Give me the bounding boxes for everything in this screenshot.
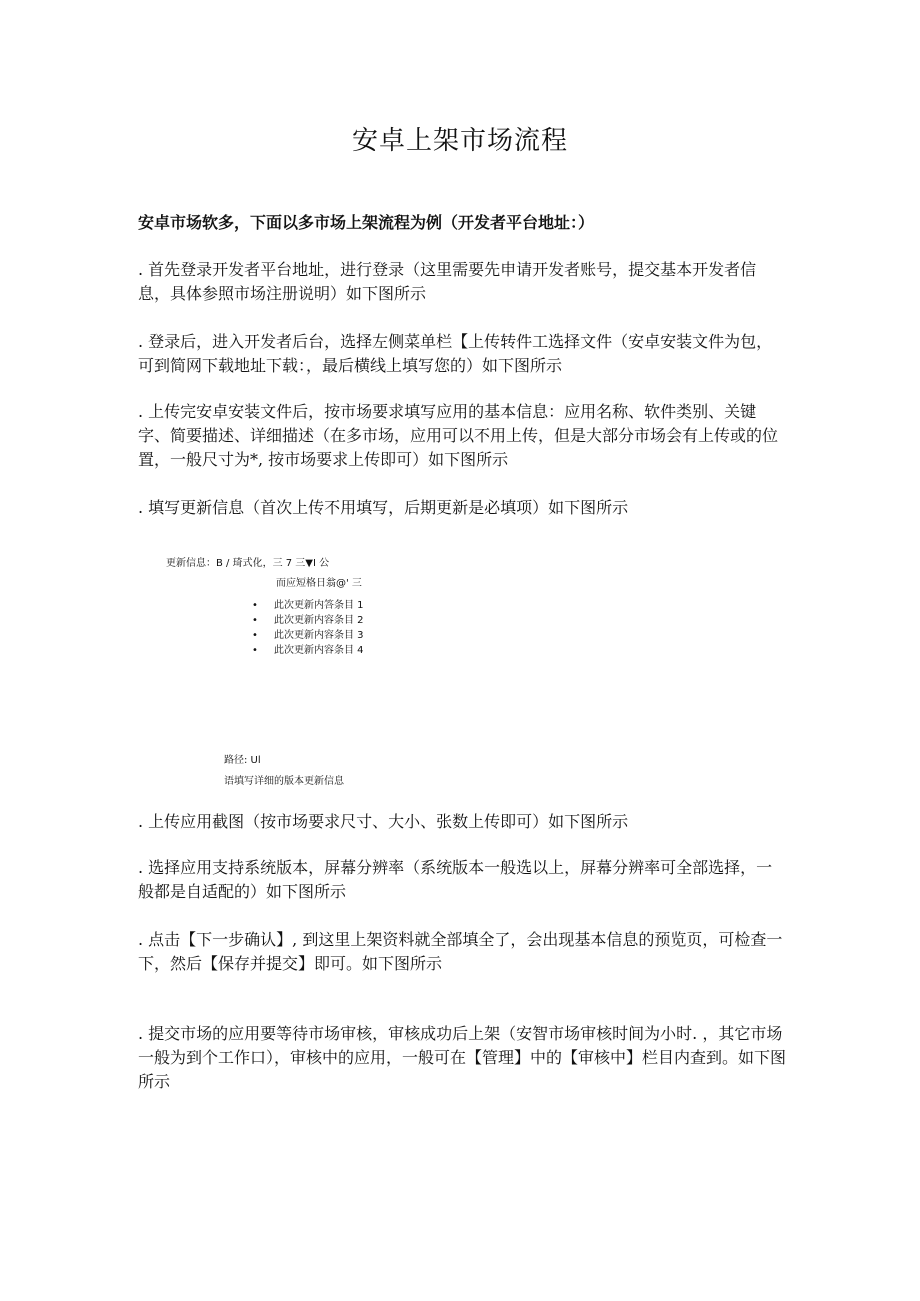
update-items-list [252, 598, 364, 658]
bullet-icon: • [252, 630, 258, 641]
step-5: . 上传应用截图（按市场要求尺寸、大小、张数上传即可）如下图所示 [138, 812, 629, 831]
editor-toolbar: 更新信息：B / 琦式化，三 7 三▼I 公 [166, 558, 330, 569]
list-item: • 此次更新内容条目 2 [252, 615, 364, 626]
step-8: . 提交市场的应用要等待市场审核，审核成功后上架（安智市场审核时间为小时. ，其它市场一般为到个工作口），审核中的应用，一般可在【管理】中的【审核中】栏目内查到。如下图所示 [138, 1024, 787, 1091]
list-item: • 此次更新内容条目 3 [252, 630, 364, 641]
step-6: . 选择应用支持系统版本，屏幕分辨率（系统版本一般选以上，屏幕分辨率可全部选择，一般都是自适配的）如下图所示 [138, 858, 773, 901]
update-info-screenshot [160, 548, 580, 788]
bullet-icon: • [252, 600, 258, 611]
editor-hint: 语填写详细的版本更新信息 [224, 776, 344, 787]
step-3: . 上传完安卓安装文件后，按市场要求填写应用的基本信息：应用名称、软件类别、关键字、简要描述、详细描述（在多市场，应用可以不用上传，但是大部分市场会有上传或的位置，一般尺寸为*, 按市场要求上传即可）如下图所示 [138, 402, 779, 469]
step-4: . 填写更新信息（首次上传不用填写，后期更新是必填项）如下图所示 [138, 498, 629, 517]
bullet-icon: • [252, 615, 258, 626]
bullet-icon: • [252, 645, 258, 656]
step-1: . 首先登录开发者平台地址，进行登录（这里需要先申请开发者账号，提交基本开发者信息，具体参照市场注册说明）如下图所示 [138, 260, 757, 303]
editor-toolbar-row2: 而应短格日翁@' 三 [276, 578, 362, 589]
intro-text: 安卓市场软多，下面以多市场上架流程为例（开发者平台地址：） [138, 213, 595, 232]
step-7: . 点击【下一步确认】, 到这里上架资料就全部填全了，会出现基本信息的预览页，可检查一下，然后【保存并提交】即可。如下图所示 [138, 930, 783, 973]
list-item: • 此次更新内答条目 1 [252, 600, 364, 611]
editor-path: 路径: Ul [224, 755, 261, 766]
page-title: 安卓上架市场流程 [351, 126, 568, 156]
list-item: • 此次更新内容条目 4 [252, 645, 364, 656]
step-2: . 登录后，进入开发者后台，选择左侧菜单栏【上传转件工选择文件（安卓安装文件为包，可到简网下载地址下载：，最后横线上填写您的）如下图所示 [138, 332, 773, 375]
